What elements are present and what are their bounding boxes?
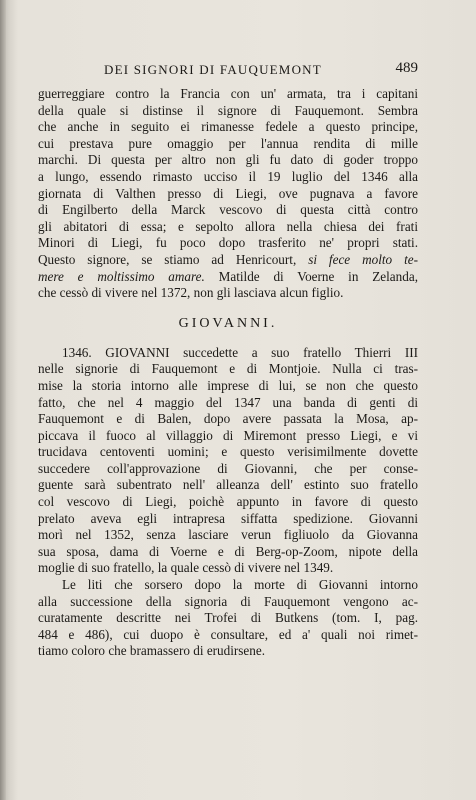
text-line: giornata di Valthen presso di Liegi, ove pugnava a favore	[38, 185, 418, 201]
text-line: piccava il fuoco al villaggio di Miremont presso Liegi, e vi	[38, 427, 418, 443]
text-line	[38, 269, 418, 286]
text-line: 484 e 486), cui duopo è consultare, ed a' quali noi rimet-	[38, 626, 418, 642]
running-head	[38, 62, 418, 82]
text-line: moglie di suo fratello, la quale cessò di vivere nel 1349.	[38, 560, 334, 576]
italic-quote: mere e moltissimo amare.	[38, 268, 205, 284]
text-line: marchi. Di questa per altro non gli fu dato di goder troppo	[38, 152, 418, 168]
text-block	[38, 62, 418, 660]
text-line: Le liti che sorsero dopo la morte di Giovanni intorno	[62, 577, 418, 593]
text-line: mise la storia intorno alle imprese di lui, se non che questo	[38, 377, 418, 393]
page-number: 489	[395, 60, 418, 76]
text-line	[38, 252, 418, 269]
text-line: trucidava centoventi uomini; e questo verisimilmente dovette	[38, 444, 418, 460]
text-line: 1346. GIOVANNI succedette a suo fratello Thierri III	[62, 344, 418, 360]
text-line: guente sarà subentrato nell' alleanza dell' estinto suo fratello	[38, 477, 418, 493]
text-line: gli abitatori di essa; e sepolto allora nella chiesa dei frati	[38, 218, 418, 234]
section-heading: GIOVANNI.	[178, 315, 278, 331]
text-line: tiamo coloro che bramassero di erudirsene.	[38, 643, 266, 659]
text-line: che anche in seguito ei rimanesse fedele a questo principe,	[38, 119, 418, 135]
text-line: Minori di Liegi, fu poco dopo trasferito ne' propri stati.	[38, 235, 418, 251]
paragraph-succession	[38, 577, 418, 660]
text-line: col vescovo di Liegi, poichè appunto in favore di questo	[38, 494, 418, 510]
text-line: nelle signorie di Fauquemont e di Montjoie. Nulla ci tras-	[38, 361, 418, 377]
text-line: a lungo, essendo rimasto ucciso il 19 luglio del 1346 alla	[38, 168, 418, 184]
text-line: succedere coll'approvazione di Giovanni, che per conse-	[38, 460, 418, 476]
text-line: di Engilberto della Marck vescovo di questa città contro	[38, 202, 418, 218]
text-line: curatamente descritte nei Trofei di Butkens (tom. I, pag.	[38, 610, 418, 626]
text-line: della quale si distinse il signore di Fauquemont. Sembra	[38, 102, 418, 118]
text-line: morì nel 1352, senza lasciare verun figliuolo da Giovanna	[38, 527, 418, 543]
text-run: Matilde di Voerne in Zelanda,	[204, 268, 419, 284]
text-line: che cessò di vivere nel 1372, non gli lasciava alcun figlio.	[38, 285, 344, 301]
text-line: fatto, che nel 4 maggio del 1347 una banda di genti di	[38, 394, 418, 410]
text-run: Questo signore, se stiamo ad Henricourt,	[38, 251, 309, 267]
italic-quote: si fece molto te-	[308, 251, 418, 267]
text-line: alla successione della signoria di Fauquemont vengono ac-	[38, 593, 418, 609]
text-line: Fauquemont e di Balen, dopo avere passata la Mosa, ap-	[38, 411, 418, 427]
text-line: cui prestava pure omaggio per l'annua rendita di mille	[38, 135, 418, 151]
text-line: prelato aveva egli intrapresa siffatta spedizione. Giovanni	[38, 510, 418, 526]
text-line: guerreggiare contro la Francia con un' armata, tra i capitani	[38, 86, 418, 101]
text-line: sua sposa, dama di Voerne e di Berg-op-Zoom, nipote della	[38, 543, 418, 559]
paragraph-continuation	[38, 86, 418, 302]
paragraph-giovanni	[38, 345, 418, 577]
binding-edge	[0, 0, 6, 800]
running-title: DEI SIGNORI DI FAUQUEMONT	[104, 62, 322, 77]
